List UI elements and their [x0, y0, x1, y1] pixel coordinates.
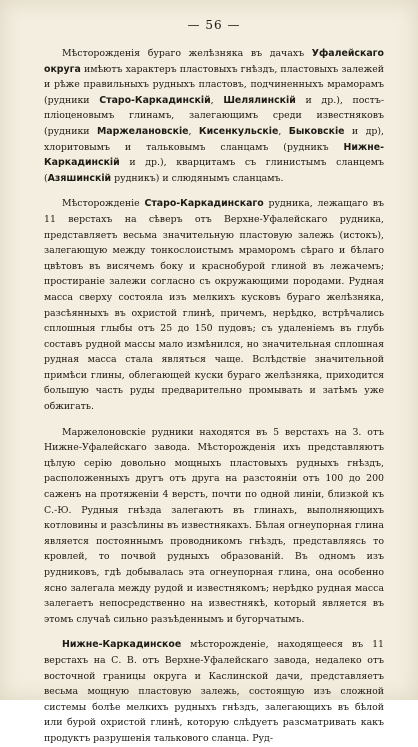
text-run: и др.), кварцитамъ съ глинистымъ сланцемъ ( [44, 157, 384, 184]
paragraph-marzhelanovskie [44, 425, 384, 628]
emphasized-place-name: Старо-Каркадинскаго [144, 198, 264, 210]
emphasized-place-name: Нижне-Каркадинское [62, 639, 182, 651]
emphasized-place-name: Быковскіе [288, 125, 345, 137]
text-run: рудника, лежащаго въ 11 верстахъ на сѣверъ отъ Верхне-Уфалейскаго рудника, представляетъ весьма значительную пластовую залежь (истокъ), залегающую между тонкослоистымъ мраморомъ сѣраго и бѣлаго цвѣтовъ въ висячемъ боку и краснобурой глиной въ лежачемъ; простираніе залежи согласно съ окружающими породами. Рудная масса сверху состояла изъ мелкихъ кусковъ бураго желѣзняка, разсѣянныхъ въ охристой глинѣ, причемъ, нерѣдко, встрѣчались сплошныя глыбы отъ 25 до 150 пудовъ; съ удаленіемъ въ глубь составъ рудной массы мало измѣнился, но значительная сплошная рудная масса стала являться чаще. Вслѣдствіе значительной примѣси глины, облегающей куски бураго желѣзняка, приходится большую часть руды предварительно промывать и затѣмъ уже обжигать. [44, 198, 384, 413]
text-run: имѣютъ характеръ пластовыхъ гнѣздъ, пластовыхъ залежей и рѣже правильныхъ рудныхъ пластовъ, подчиненныхъ мраморамъ (рудники [44, 63, 384, 106]
text-run: Мѣсторожденія бураго желѣзняка въ дачахъ [62, 48, 312, 59]
paragraph-staro-karkadinsky [44, 196, 384, 414]
text-run: Мѣсторожденіе [62, 198, 145, 210]
text-run: Маржелоновскіе рудники находятся въ 5 верстахъ на З. отъ Нижне-Уфалейскаго завода. Мѣсторожденія ихъ представляютъ цѣлую серію довольно мощныхъ пластовыхъ рудныхъ гнѣздъ, расположенныхъ другъ отъ друга на разстояніи отъ 100 до 200 саженъ на протяженіи 4 верстъ, почти по одной линіи, близкой къ С.-Ю. Рудныя гнѣзда залегаютъ въ глинахъ, выполняющихъ котловины и разсѣлины въ известнякахъ. Бѣлая огнеупорная глина является постояннымъ проводникомъ гнѣздъ, представляясь то кровлей, то почвой рудныхъ образованій. Въ одномъ изъ рудниковъ, гдѣ добывалась эта огнеупорная глина, она особенно ясно залегала между рудой и известнякомъ; нерѣдко рудная масса залегаетъ непосредственно на известнякѣ, который является въ этомъ случаѣ сильно разъѣденнымъ и бугорчатымъ. [44, 426, 384, 625]
text-run: , [210, 94, 224, 106]
paragraph-ufaleisky-deposits [44, 46, 384, 186]
text-run: , [188, 125, 199, 137]
emphasized-place-name: Кисенкульскіе [198, 125, 279, 137]
emphasized-place-name: Нижне-Каркадинскій [44, 141, 384, 169]
paragraph-nizhne-karkadinskoe [44, 637, 384, 746]
text-run: , [278, 125, 289, 137]
emphasized-place-name: Уфалейскаго округа [44, 48, 384, 75]
text-run: и др.), постъ-пліоценовымъ глинамъ, залегающимъ среди известняковъ (рудники [44, 94, 384, 137]
emphasized-place-name: Маржелановскіе [96, 125, 189, 137]
emphasized-place-name: Старо-Каркадинскій [99, 94, 211, 106]
text-run: и др), хлоритовымъ и тальковымъ сланцамъ (рудникъ [44, 125, 384, 153]
page-number-header: — 56 — [187, 18, 241, 32]
text-run: рудникъ) и слюдянымъ сланцамъ. [111, 172, 284, 184]
text-run: мѣсторожденіе, находящееся въ 11 верстахъ на С. В. отъ Верхне-Уфалейскаго завода, недалеко отъ восточной границы округа и Каслинской дачи, представляетъ весьма мощную пластовую залежь, состоящую изъ сложной системы болѣе мелкихъ рудныхъ гнѣздъ, залегающихъ въ бѣлой или бурой охристой глинѣ, которую слѣдуетъ разсматривать какъ продуктъ разрушенія талькового сланца. Руд- [44, 639, 384, 744]
emphasized-place-name: Шелялинскій [223, 94, 296, 106]
emphasized-place-name: Азяшинскій [47, 172, 112, 184]
